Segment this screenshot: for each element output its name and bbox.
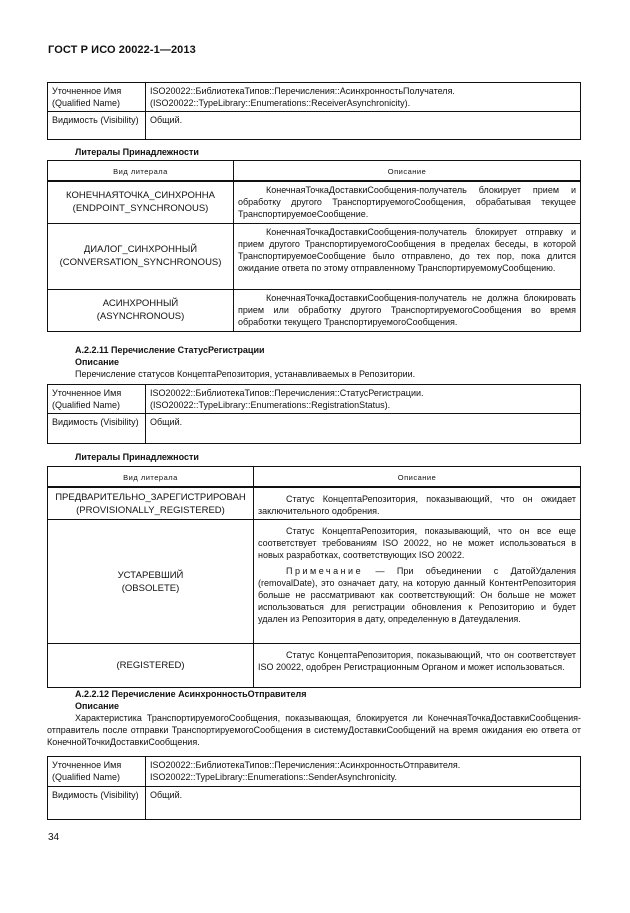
col-header-kind: Вид литерала bbox=[48, 161, 234, 182]
page-number: 34 bbox=[48, 832, 60, 843]
literals-title: Литералы Принадлежности bbox=[75, 147, 199, 157]
col-header-description: Описание bbox=[254, 467, 581, 488]
section-text: Характеристика ТранспортируемогоСообщения, показывающая, блокируется ли КонечнаяТочкаДоставкиСообщения-отправитель после отправки ТранспортируемогоСообщения в системуДоставкиСообщений на время ожидания ею ответа от КонечнойТочкиДоставкиСообщения. bbox=[47, 713, 581, 747]
literal-name: АСИНХРОННЫЙ (ASYNCHRONOUS) bbox=[48, 289, 234, 331]
section-heading: А.2.2.12 Перечисление АсинхронностьОтправителя bbox=[75, 689, 307, 699]
note-text: — При объединении с ДатойУдаления (removalDate), это означает дату, на которую данный КонтентРепозитория больше не рассматривают как соответствующий: Он больше не может использоваться для регистрации обновления к Репозиторию и будет удален из Репозитория в дату, определенную в Датеудаления. bbox=[258, 566, 576, 624]
document-header: ГОСТ Р ИСО 20022-1—2013 bbox=[48, 44, 196, 56]
label-visibility: Видимость (Visibility) bbox=[48, 112, 146, 140]
literal-description: КонечнаяТочкаДоставкиСообщения-получатель блокирует прием и обработку другого ТранспортируемогоСообщения, обрабатывая текущее ТранспортируемоеСообщение. bbox=[234, 181, 581, 223]
value-qualified-name: ISO20022::БиблиотекаТипов::Перечисления::АсинхронностьОтправителя. ISO20022::TypeLibrary::Enumerations::SenderAsynchronicity. bbox=[146, 757, 581, 787]
label-visibility: Видимость (Visibility) bbox=[48, 787, 146, 820]
literal-name: КОНЕЧНАЯТОЧКА_СИНХРОННА (ENDPOINT_SYNCHRONOUS) bbox=[48, 181, 234, 223]
section-heading: А.2.2.11 Перечисление СтатусРегистрации bbox=[75, 345, 265, 355]
literal-description bbox=[254, 520, 581, 644]
value-visibility: Общий. bbox=[146, 414, 581, 444]
literal-description: Статус КонцептаРепозитория, показывающий, что он соответствует ISO 20022, одобрен Регистрационным Органом и может использоваться. bbox=[254, 644, 581, 688]
section-subheading: Описание bbox=[75, 701, 120, 711]
literal-description: КонечнаяТочкаДоставкиСообщения-получатель блокирует отправку и прием другого ТранспортируемогоСообщения в пределах беседы, в которой ТранспортируемоеСообщение было отправлено, до тех пор, пока длится ожидание ответа по этому отправленному ТранспортируемомуСообщению. bbox=[234, 223, 581, 289]
literal-description: Статус КонцептаРепозитория, показывающий, что он ожидает заключительного одобрения. bbox=[254, 487, 581, 520]
section-text: Перечисление статусов КонцептаРепозитория, устанавливаемых в Репозитории. bbox=[75, 369, 416, 379]
value-qualified-name: ISO20022::БиблиотекаТипов::Перечисления::АсинхронностьПолучателя. (ISO20022::TypeLibrary::Enumerations::ReceiverAsynchronicity). bbox=[146, 83, 581, 112]
label-qualified-name: Уточненное Имя (Qualified Name) bbox=[48, 83, 146, 112]
literal-description-text: Статус КонцептаРепозитория, показывающий, что он все еще соответствует требованиям ISO 20022, но не может использоваться в новых разработках, соответствующих ISO 20022. bbox=[258, 526, 576, 560]
qualified-name-table bbox=[47, 82, 581, 140]
literal-name: ДИАЛОГ_СИНХРОННЫЙ (CONVERSATION_SYNCHRONOUS) bbox=[48, 223, 234, 289]
literal-description: КонечнаяТочкаДоставкиСообщения-получатель не должна блокировать прием или обработку другого ТранспортируемогоСообщения во время обработки текущего ТранспортируемогоСообщения. bbox=[234, 289, 581, 331]
label-visibility: Видимость (Visibility) bbox=[48, 414, 146, 444]
value-visibility: Общий. bbox=[146, 112, 581, 140]
value-qualified-name: ISO20022::БиблиотекаТипов::Перечисления::СтатусРегистрации. (ISO20022::TypeLibrary::Enumerations::RegistrationStatus). bbox=[146, 385, 581, 414]
literals-table bbox=[47, 160, 581, 332]
literal-name: УСТАРЕВШИЙ (OBSOLETE) bbox=[48, 520, 254, 644]
literal-name: (REGISTERED) bbox=[48, 644, 254, 688]
note-lead: Примечание bbox=[286, 566, 364, 576]
label-qualified-name: Уточненное Имя (Qualified Name) bbox=[48, 757, 146, 787]
literal-note bbox=[258, 565, 576, 625]
literals-table bbox=[47, 466, 581, 688]
section-subheading: Описание bbox=[75, 357, 120, 367]
literal-name: ПРЕДВАРИТЕЛЬНО_ЗАРЕГИСТРИРОВАН (PROVISIONALLY_REGISTERED) bbox=[48, 487, 254, 520]
col-header-kind: Вид литерала bbox=[48, 467, 254, 488]
qualified-name-table bbox=[47, 756, 581, 820]
value-visibility: Общий. bbox=[146, 787, 581, 820]
label-qualified-name: Уточненное Имя (Qualified Name) bbox=[48, 385, 146, 414]
qualified-name-table bbox=[47, 384, 581, 444]
col-header-description: Описание bbox=[234, 161, 581, 182]
literals-title: Литералы Принадлежности bbox=[75, 452, 199, 462]
